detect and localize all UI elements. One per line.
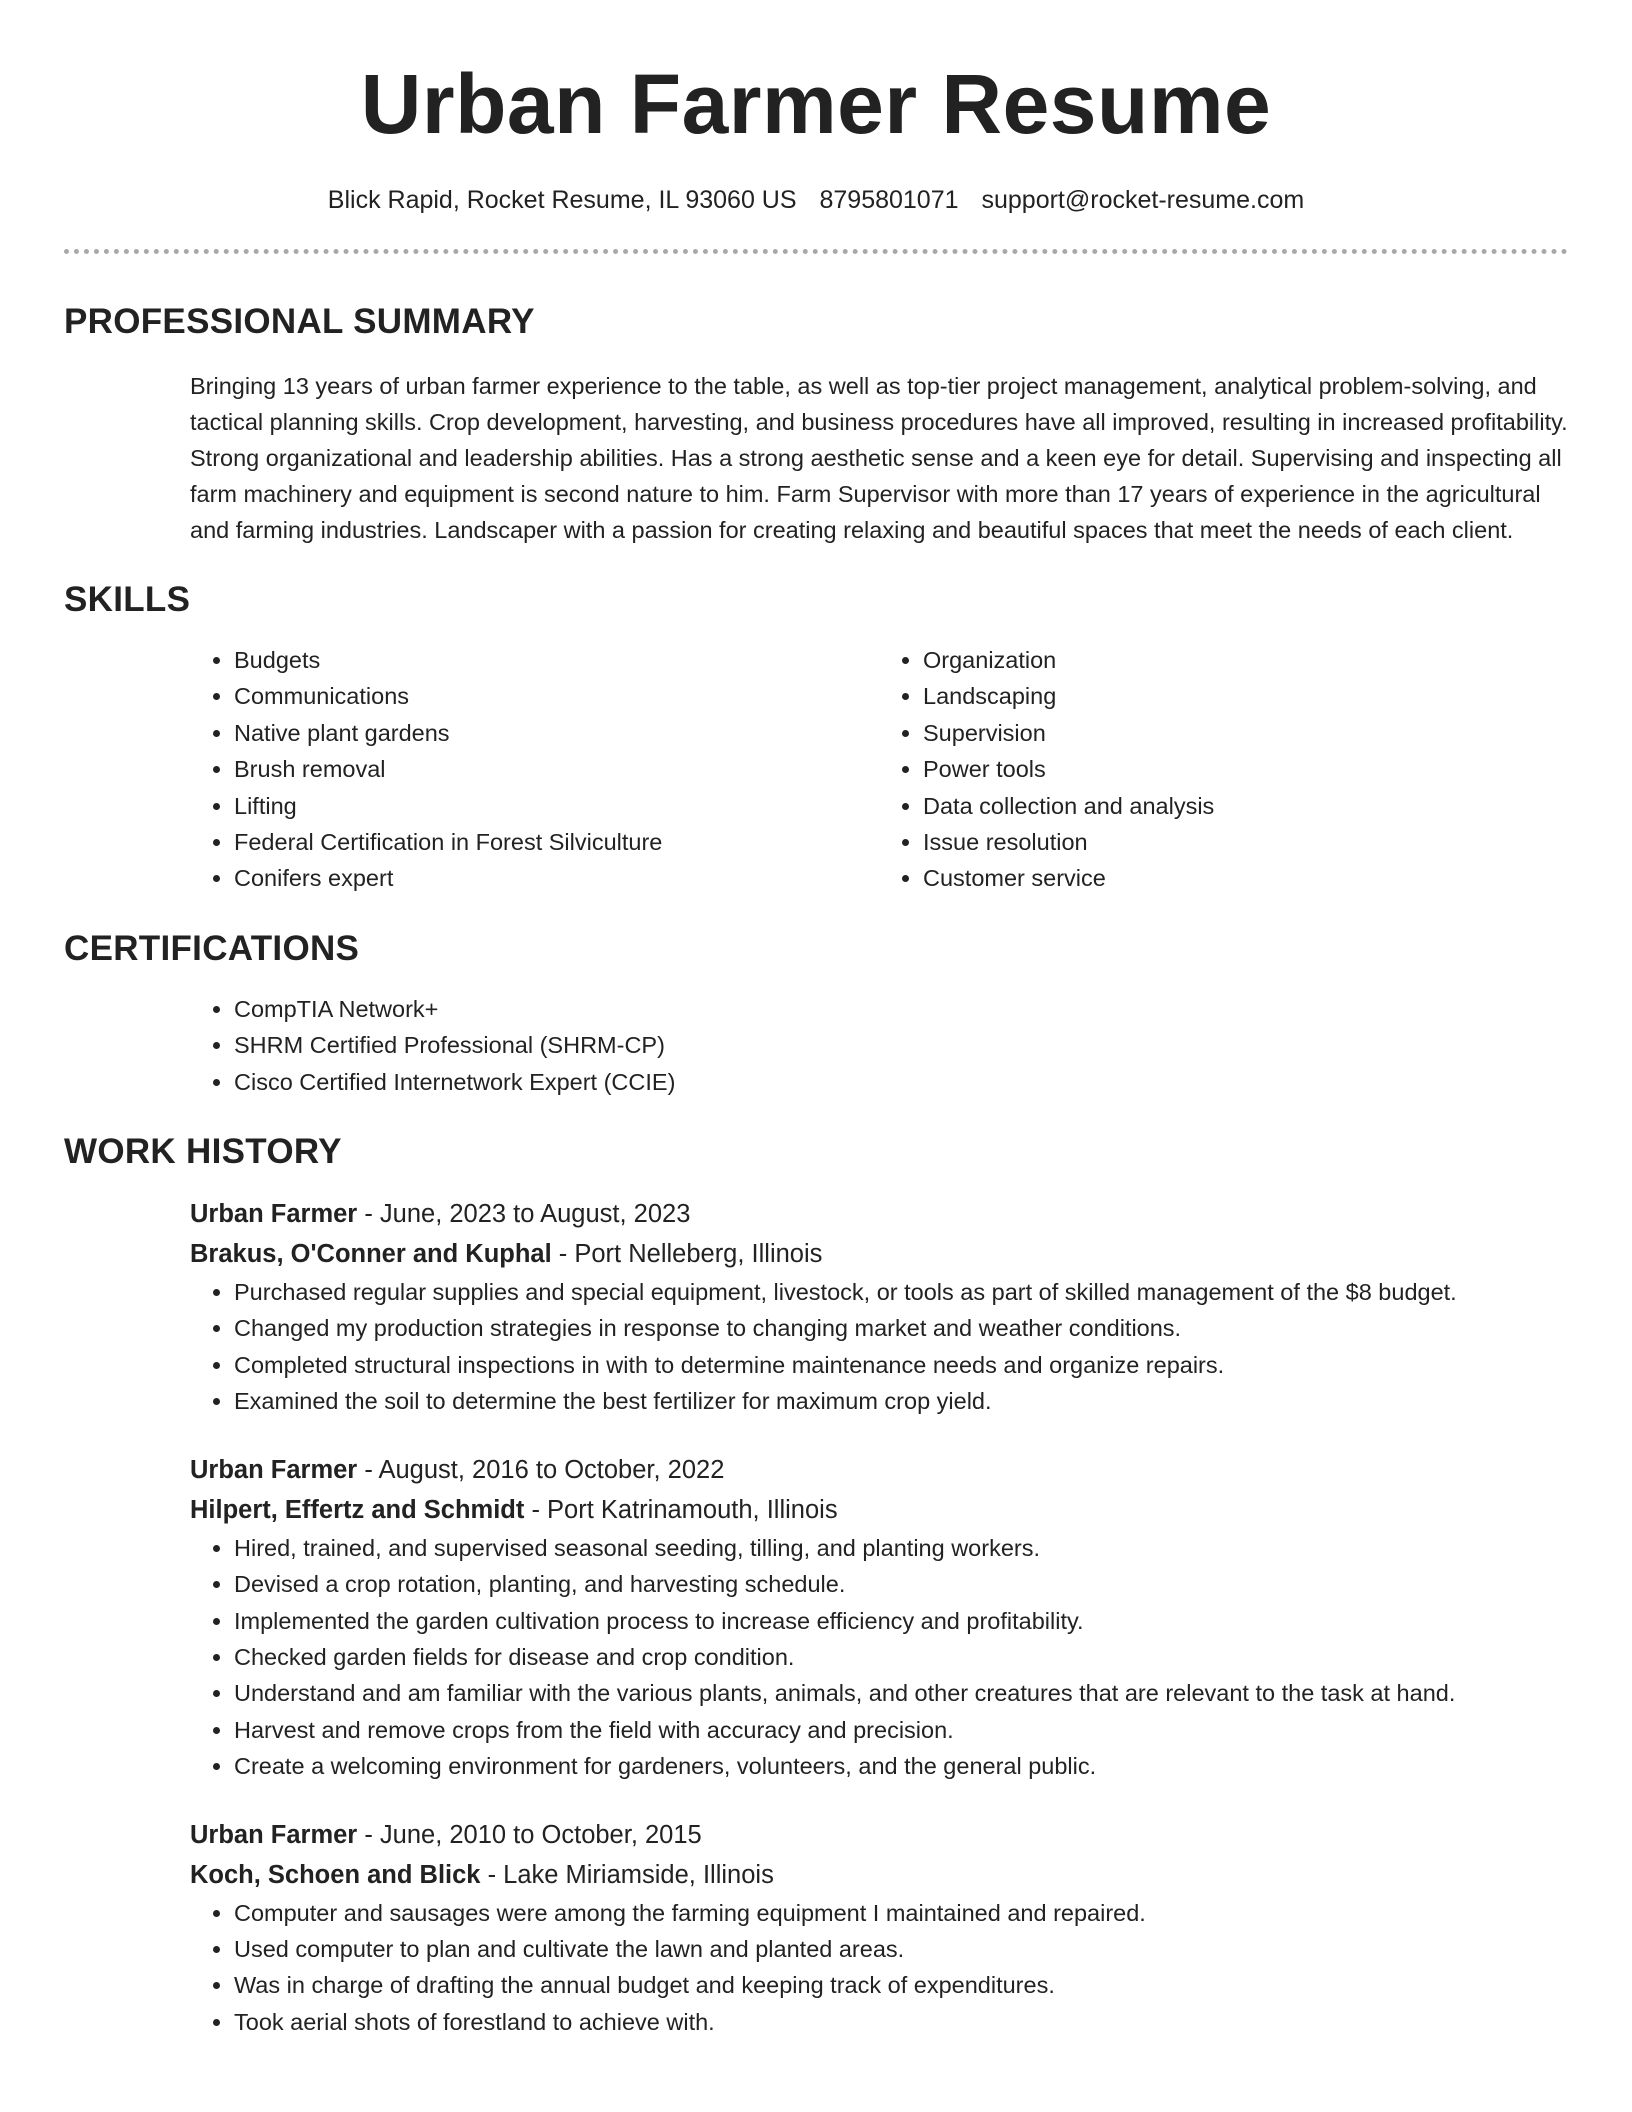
skills-heading: SKILLS (64, 580, 191, 619)
list-item: • Landscaping (923, 678, 1568, 714)
list-item: • Federal Certification in Forest Silviculture (234, 824, 879, 860)
job-company-line (190, 1234, 1568, 1274)
list-item: • Native plant gardens (234, 715, 879, 751)
list-item: • Budgets (234, 642, 879, 678)
list-item: • Power tools (923, 751, 1568, 787)
list-item: • Computer and sausages were among the farming equipment I maintained and repaired. (234, 1895, 1568, 1931)
job-dates: - August, 2016 to October, 2022 (357, 1455, 725, 1484)
list-item: • Examined the soil to determine the best fertilizer for maximum crop yield. (234, 1383, 1568, 1419)
work-history-heading: WORK HISTORY (64, 1132, 342, 1172)
job-dates: - June, 2023 to August, 2023 (357, 1200, 691, 1229)
list-item: • Took aerial shots of forestland to achieve with. (234, 2004, 1568, 2040)
list-item: • Purchased regular supplies and special equipment, livestock, or tools as part of skilled management of the $8 budget. (234, 1274, 1568, 1310)
list-item: • Conifers expert (234, 860, 879, 896)
list-item: • Supervision (923, 715, 1568, 751)
list-item: • Used computer to plan and cultivate the lawn and planted areas. (234, 1931, 1568, 1967)
work-history-section (64, 1132, 1568, 2040)
list-item: • Hired, trained, and supervised seasonal seeding, tilling, and planting workers. (234, 1530, 1568, 1566)
job-duties (190, 1530, 1568, 1785)
list-item: • Data collection and analysis (923, 788, 1568, 824)
skills-list-right (879, 642, 1568, 897)
list-item: • Customer service (923, 860, 1568, 896)
list-item: • Was in charge of drafting the annual budget and keeping track of expenditures. (234, 1967, 1568, 2003)
job-title: Urban Farmer (190, 1455, 358, 1484)
skills-list-left (190, 642, 879, 897)
list-item: • Brush removal (234, 751, 879, 787)
list-item: • Organization (923, 642, 1568, 678)
list-item: • Lifting (234, 788, 879, 824)
list-item: • Create a welcoming environment for gardeners, volunteers, and the general public. (234, 1748, 1568, 1784)
job-title: Urban Farmer (190, 1200, 358, 1229)
job-company: Hilpert, Effertz and Schmidt (190, 1495, 525, 1524)
job-company: Brakus, O'Conner and Kuphal (190, 1240, 552, 1269)
job-duties (190, 1895, 1568, 2041)
job-title: Urban Farmer (190, 1820, 358, 1849)
job-title-line (190, 1194, 1568, 1234)
list-item: • CompTIA Network+ (234, 991, 1568, 1027)
summary-text: Bringing 13 years of urban farmer experience to the table, as well as top-tier project management, analytical problem-solving, and tactical planning skills. Crop development, harvesting, and business procedures have all improved, resulting in increased profitability. Strong organizational and leadership abilities. Has a strong aesthetic sense and a keen eye for detail. Supervising and inspecting all farm machinery and equipment is second nature to him. Farm Supervisor with more than 17 years of experience in the agricultural and farming industries. Landscaper with a passion for creating relaxing and beautiful spaces that meet the needs of each client. (190, 373, 1568, 543)
header-divider (64, 249, 1568, 254)
certifications-list (190, 991, 1568, 1100)
job-dates: - June, 2010 to October, 2015 (357, 1820, 702, 1849)
job-entry-1 (190, 1194, 1568, 1420)
certifications-list-wrap (190, 991, 1568, 1100)
certifications-heading: CERTIFICATIONS (64, 928, 360, 968)
job-title-line (190, 1450, 1568, 1490)
job-duties (190, 1274, 1568, 1420)
job-company-line (190, 1490, 1568, 1530)
job-location: - Port Nelleberg, Illinois (551, 1240, 823, 1269)
job-company: Koch, Schoen and Blick (190, 1860, 481, 1889)
job-location: - Port Katrinamouth, Illinois (524, 1495, 838, 1524)
job-title-line (190, 1815, 1568, 1855)
list-item: • Communications (234, 678, 879, 714)
list-item: • Checked garden fields for disease and crop condition. (234, 1639, 1568, 1675)
summary-section (64, 302, 1568, 548)
job-company-line (190, 1855, 1568, 1895)
job-location: - Lake Miriamside, Illinois (480, 1860, 774, 1889)
job-entry-3 (190, 1815, 1568, 2041)
summary-heading: PROFESSIONAL SUMMARY (64, 302, 535, 341)
contact-address: Blick Rapid, Rocket Resume, IL 93060 US (327, 186, 797, 214)
list-item: • Implemented the garden cultivation process to increase efficiency and profitability. (234, 1603, 1568, 1639)
list-item: • SHRM Certified Professional (SHRM-CP) (234, 1027, 1568, 1063)
list-item: • Issue resolution (923, 824, 1568, 860)
list-item: • Completed structural inspections in with to determine maintenance needs and organize repairs. (234, 1347, 1568, 1383)
list-item: • Cisco Certified Internetwork Expert (CCIE) (234, 1064, 1568, 1100)
certifications-section (64, 929, 1568, 1100)
skills-grid (190, 642, 1568, 897)
list-item: • Understand and am familiar with the various plants, animals, and other creatures that are relevant to the task at hand. (234, 1675, 1568, 1711)
resume-title: Urban Farmer Resume (360, 57, 1272, 151)
skills-section (64, 580, 1568, 897)
job-entry-2 (190, 1450, 1568, 1785)
contact-line (0, 186, 1632, 215)
contact-phone: 8795801071 (819, 186, 959, 214)
list-item: • Harvest and remove crops from the field with accuracy and precision. (234, 1712, 1568, 1748)
contact-email: support@rocket-resume.com (981, 186, 1305, 214)
list-item: • Changed my production strategies in response to changing market and weather conditions. (234, 1310, 1568, 1346)
list-item: • Devised a crop rotation, planting, and harvesting schedule. (234, 1566, 1568, 1602)
